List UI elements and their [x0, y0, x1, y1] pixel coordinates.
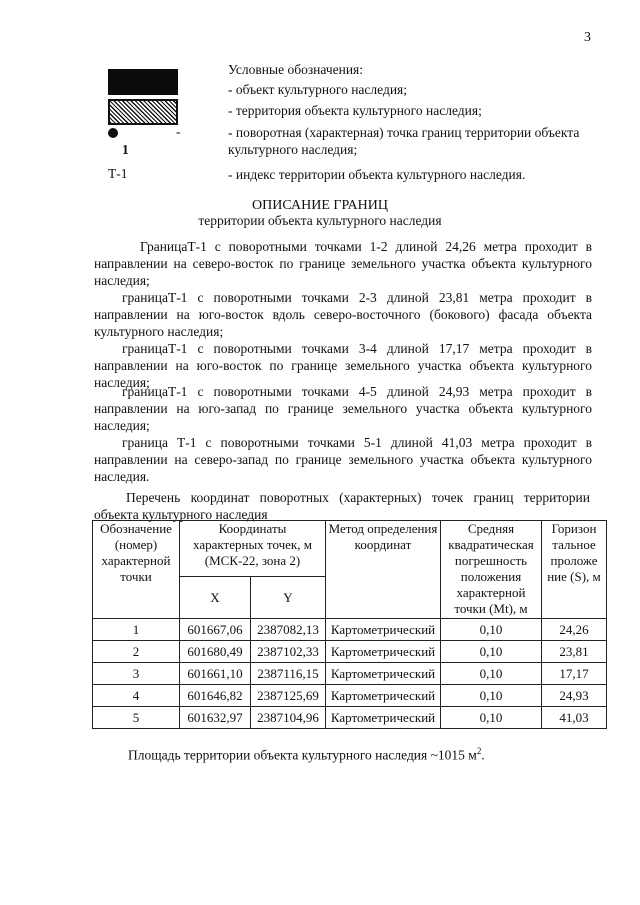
table-row	[93, 641, 607, 663]
boundary-paragraph: ГраницаТ-1 с поворотными точками 1-2 длиной 24,26 метра проходит в направлении на северо-восток по границе земельного участка объекта культурного наследия;	[94, 239, 592, 288]
cell-x: 601680,49	[180, 641, 251, 663]
territory-symbol	[108, 99, 178, 125]
legend-item-text: - индекс территории объекта культурного наследия.	[228, 167, 526, 182]
page-number: 3	[584, 30, 591, 45]
header-coordinates: Координаты характерных точек, м (МСК-22, зона 2)	[180, 521, 326, 577]
point-symbol-icon	[108, 128, 118, 138]
header-designation: Обозначение (номер) характерной точки	[93, 521, 180, 619]
cell-mt: 0,10	[441, 641, 542, 663]
cell-number: 1	[93, 619, 180, 641]
cell-y: 2387125,69	[251, 685, 326, 707]
cell-method: Картометрический	[326, 619, 441, 641]
point-index: 1	[122, 142, 129, 157]
index-symbol-text: Т-1	[108, 166, 128, 181]
cell-s: 17,17	[542, 663, 607, 685]
cell-method: Картометрический	[326, 707, 441, 729]
cell-s: 24,26	[542, 619, 607, 641]
table-row	[93, 619, 607, 641]
table-row	[93, 707, 607, 729]
area-unit-superscript: 2	[476, 746, 482, 756]
cell-y: 2387104,96	[251, 707, 326, 729]
legend-heading: Условные обозначения:	[228, 62, 364, 77]
table-row	[93, 663, 607, 685]
header-error: Средняя квадратическая погрешность положения характерной точки (Mt), м	[441, 521, 542, 619]
cell-mt: 0,10	[441, 619, 542, 641]
table-intro: Перечень координат поворотных (характерных) точек границ территории объекта культурного наследия	[94, 490, 590, 522]
area-text: Площадь территории объекта культурного наследия ~1015 м	[128, 747, 477, 763]
cell-y: 2387082,13	[251, 619, 326, 641]
cell-method: Картометрический	[326, 685, 441, 707]
area-statement	[128, 746, 485, 764]
header-x: X	[180, 577, 251, 619]
header-horizontal: Горизон тальное проложе ние (S), м	[542, 521, 607, 619]
section-subtitle: территории объекта культурного наследия	[198, 213, 442, 228]
cell-s: 41,03	[542, 707, 607, 729]
coordinates-table	[92, 520, 607, 729]
cell-number: 3	[93, 663, 180, 685]
table-header-row	[93, 521, 607, 577]
cell-x: 601661,10	[180, 663, 251, 685]
boundary-paragraph: границаТ-1 с поворотными точками 3-4 длиной 17,17 метра проходит в направлении на юго-восток по границе земельного участка объекта культурного наследия;	[94, 341, 592, 390]
cell-s: 24,93	[542, 685, 607, 707]
cell-number: 4	[93, 685, 180, 707]
legend-item-text: - поворотная (характерная) точка границ территории объекта культурного наследия;	[228, 125, 580, 157]
cell-y: 2387102,33	[251, 641, 326, 663]
cell-x: 601667,06	[180, 619, 251, 641]
cell-number: 2	[93, 641, 180, 663]
cell-x: 601646,82	[180, 685, 251, 707]
cell-s: 23,81	[542, 641, 607, 663]
table-row	[93, 685, 607, 707]
cell-method: Картометрический	[326, 641, 441, 663]
cell-y: 2387116,15	[251, 663, 326, 685]
boundary-paragraph: граница Т-1 с поворотными точками 5-1 длиной 41,03 метра проходит в направлении на северо-запад по границе земельного участка объекта культурного наследия.	[94, 435, 592, 484]
legend-item-text: - объект культурного наследия;	[228, 82, 408, 97]
header-y: Y	[251, 577, 326, 619]
cell-mt: 0,10	[441, 663, 542, 685]
object-symbol	[108, 69, 178, 95]
cell-mt: 0,10	[441, 685, 542, 707]
cell-method: Картометрический	[326, 663, 441, 685]
legend-item-text: - территория объекта культурного наследия;	[228, 103, 482, 118]
cell-mt: 0,10	[441, 707, 542, 729]
cell-number: 5	[93, 707, 180, 729]
cell-x: 601632,97	[180, 707, 251, 729]
point-dash: -	[176, 124, 181, 139]
boundary-paragraph: границаТ-1 с поворотными точками 2-3 длиной 23,81 метра проходит в направлении на юго-восток вдоль северо-восточного (бокового) фасада объекта культурного наследия;	[94, 290, 592, 339]
header-method: Метод определения координат	[326, 521, 441, 619]
section-title: ОПИСАНИЕ ГРАНИЦ	[252, 198, 388, 213]
boundary-paragraph: границаТ-1 с поворотными точками 4-5 длиной 24,93 метра проходит в направлении на юго-запад по границе земельного участка объекта культурного наследия;	[94, 384, 592, 433]
area-end: .	[481, 747, 485, 763]
